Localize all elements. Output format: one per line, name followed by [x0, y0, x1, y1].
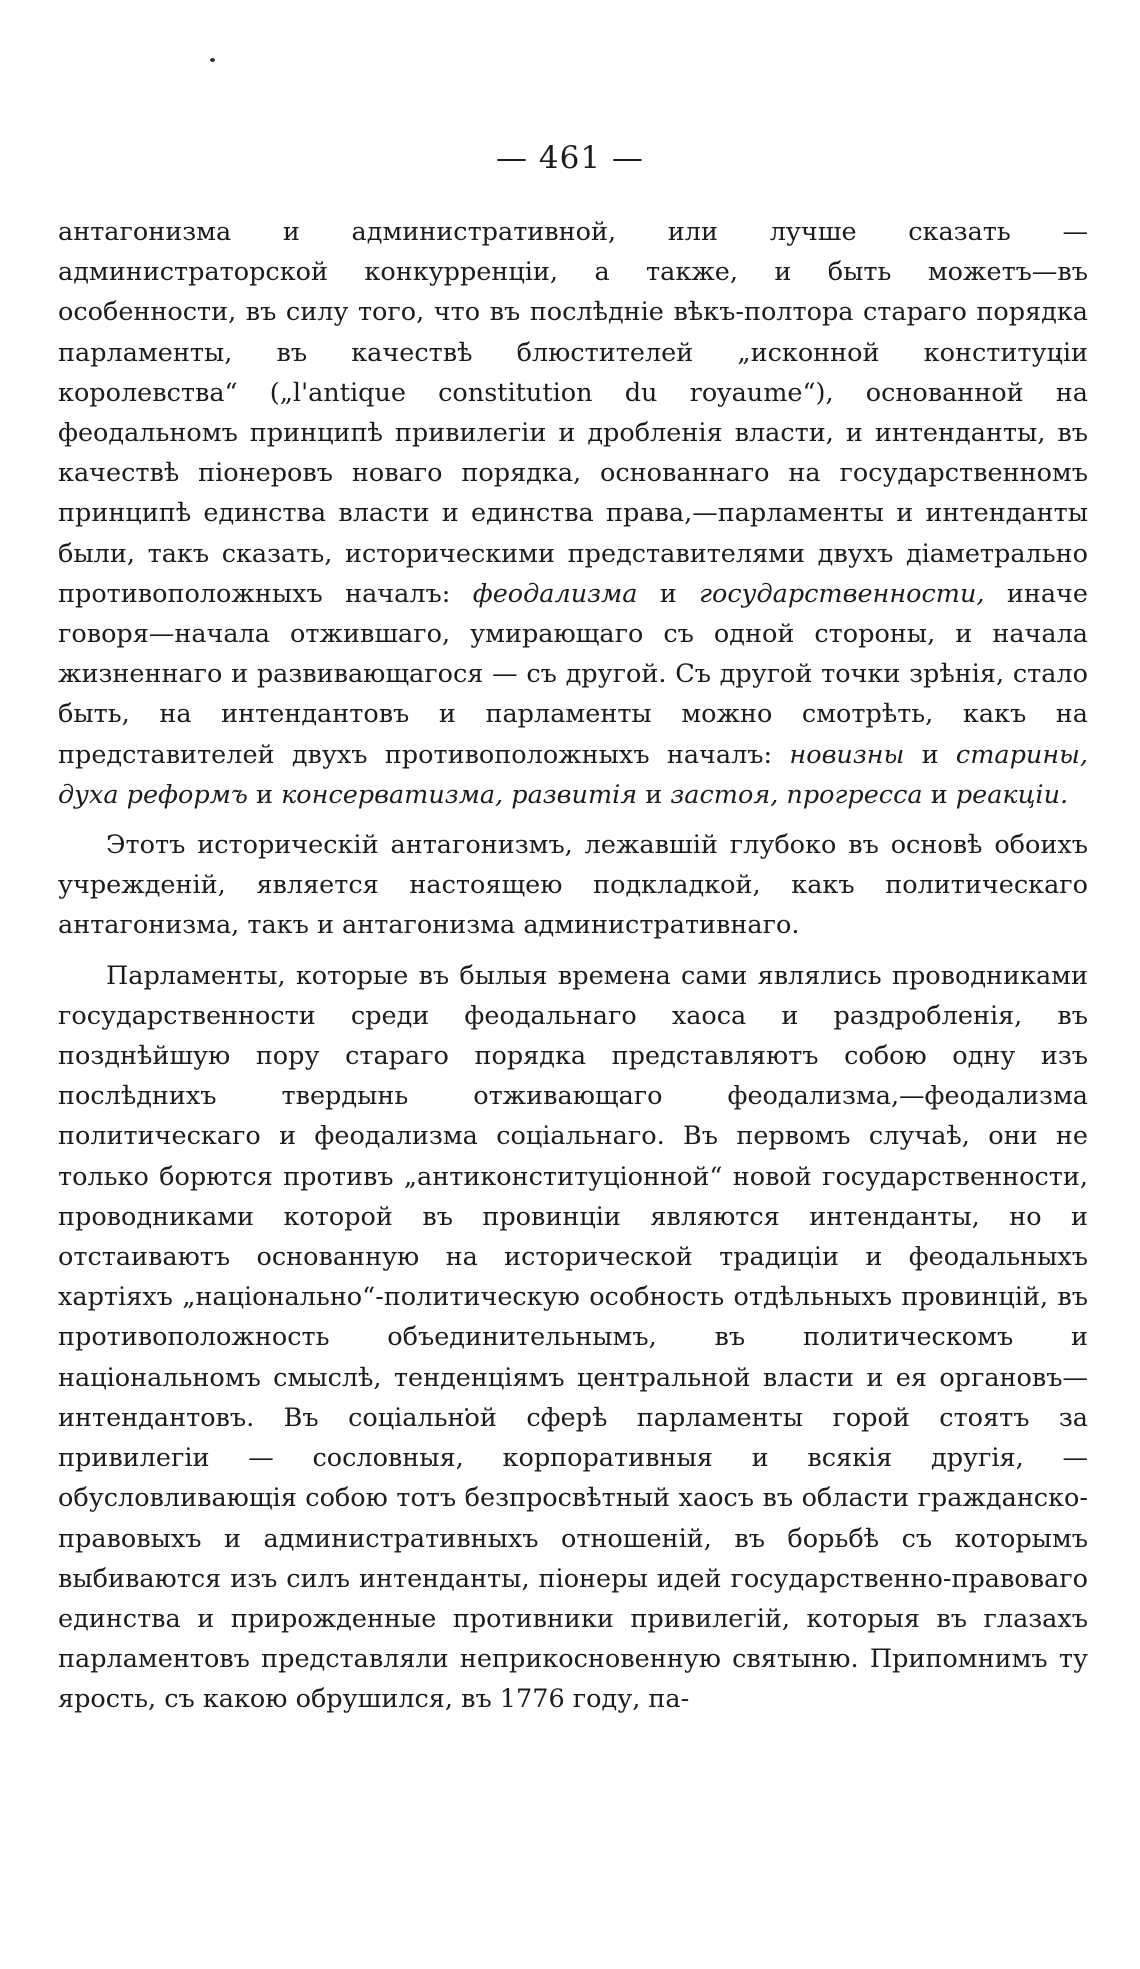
paragraph: Этотъ историческій антагонизмъ, лежавшій глубоко въ основѣ обоихъ учрежденій, является настоящею подкладкой, какъ политическаго антагонизма, такъ и антагонизма административнаго. [58, 830, 1088, 941]
emphasis: реакціи. [955, 779, 1069, 810]
paragraph: Парламенты, которые въ былыя времена сами являлись проводниками государственности среди феодальнаго хаоса и раздробленія, въ позднѣйшую пору стараго порядка представляютъ собою одну изъ послѣднихъ твердынь отживающаго феодализма,—феодализма политическаго и феодализма соціальнаго. Въ первомъ случаѣ, они не только борются противъ „антиконституціонной“ новой государственности, проводниками которой въ провинціи являются интенданты, но и отстаиваютъ основанную на исторической традиціи и феодальныхъ хартіяхъ „національно“-политическую особность отдѣльныхъ провинцій, въ противоположность объединительнымъ, въ политическомъ и національномъ смыслѣ, тенденціямъ центральной власти и ея органовъ—интендантовъ. Въ соціальной сферѣ парламенты горой стоятъ за привилегіи — сословныя, корпоративныя и всякія другія, — обусловливающія собою тотъ безпросвѣтный хаосъ въ области гражданско-правовыхъ и административныхъ отношеній, въ борьбѣ съ которымъ выбиваются изъ силъ интенданты, піонеры идей государственно-правоваго единства и прирожденные противники привилегій, которыя въ глазахъ парламентовъ представляли неприкосновенную святыню. Припомнимъ ту ярость, съ какою обрушился, въ 1776 году, па- [58, 960, 1088, 1715]
emphasis: консерватизма, развитія [281, 779, 638, 810]
scan-speck [210, 58, 215, 62]
emphasis: новизны [789, 739, 905, 770]
page-number: — 461 — [496, 140, 644, 176]
emphasis: старины, духа реформъ [58, 739, 1088, 810]
text-run: и [904, 739, 956, 770]
text-run: антагонизма и административной, или лучше сказать — администраторской конкурренціи, а также, и быть можетъ—въ особенности, въ силу того, что въ послѣдніе вѣкъ-полтора стараго порядка парламенты, въ качествѣ блюстителей „исконной конституціи королевства“ („l'antique constitution du royaume“), основанной на феодальномъ принципѣ привилегіи и дробленія власти, и интенданты, въ качествѣ піонеровъ новаго порядка, основаннаго на государственномъ принципѣ единства власти и единства права,—парламенты и интенданты были, такъ сказать, историческими представителями двухъ діаметрально противоположныхъ началъ: [58, 217, 1088, 609]
emphasis: государственности, [699, 578, 985, 609]
emphasis: застоя, прогресса [670, 779, 923, 810]
text-run: и [637, 779, 671, 810]
text-run: и [922, 779, 956, 810]
text-run: и [247, 779, 282, 810]
page-body [58, 212, 1088, 1730]
text-run: иначе говоря—начала отжившаго, умирающаго съ одной стороны, и начала жизненнаго и развивающагося — съ другой. Съ другой точки зрѣнія, стало быть, на интендантовъ и парламенты можно смотрѣть, какъ на представителей двухъ противоположныхъ началъ: [58, 578, 1088, 770]
emphasis: феодализма [472, 578, 638, 609]
paragraph-continued [58, 212, 1088, 815]
text-run: и [637, 578, 700, 609]
